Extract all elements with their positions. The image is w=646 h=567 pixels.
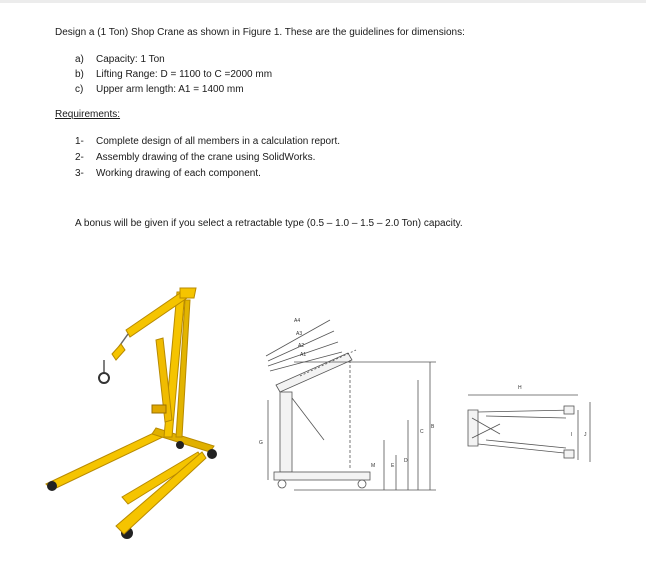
requirement-marker-1: 1- <box>75 136 84 147</box>
guideline-marker-c: c) <box>75 84 84 95</box>
arm-label-a3: A3 <box>296 331 303 337</box>
guideline-capacity: Capacity: 1 Ton <box>96 54 165 65</box>
height-label-g: G <box>259 440 263 446</box>
requirement-assembly: Assembly drawing of the crane using SolidWorks. <box>96 152 316 163</box>
height-label-c: C <box>420 429 424 435</box>
requirement-calculation: Complete design of all members in a calculation report. <box>96 136 341 147</box>
height-label-m: M <box>371 463 376 469</box>
guideline-lifting-range: Lifting Range: D = 1100 to C =2000 mm <box>96 69 273 80</box>
plan-label-h: H <box>518 385 522 391</box>
requirements-heading: Requirements: <box>55 109 121 120</box>
requirement-working-drawing: Working drawing of each component. <box>96 168 261 179</box>
height-label-e: E <box>391 463 395 469</box>
requirement-marker-2: 2- <box>75 152 84 163</box>
height-label-d: D <box>404 458 408 464</box>
arm-label-a1: A1 <box>300 352 307 358</box>
arm-label-a2: A2 <box>298 343 305 349</box>
intro-text: Design a (1 Ton) Shop Crane as shown in Figure 1. These are the guidelines for dimensions: <box>55 27 465 38</box>
guideline-marker-a: a) <box>75 54 84 65</box>
height-label-b: B <box>431 424 435 430</box>
plan-label-i: I <box>571 432 573 438</box>
bonus-text: A bonus will be given if you select a retractable type (0.5 – 1.0 – 1.5 – 2.0 Ton) capacity. <box>75 218 463 229</box>
guideline-marker-b: b) <box>75 69 84 80</box>
plan-label-j: J <box>584 432 587 438</box>
guideline-upper-arm: Upper arm length: A1 = 1400 mm <box>96 84 244 95</box>
arm-label-a4: A4 <box>294 318 301 324</box>
requirement-marker-3: 3- <box>75 168 84 179</box>
